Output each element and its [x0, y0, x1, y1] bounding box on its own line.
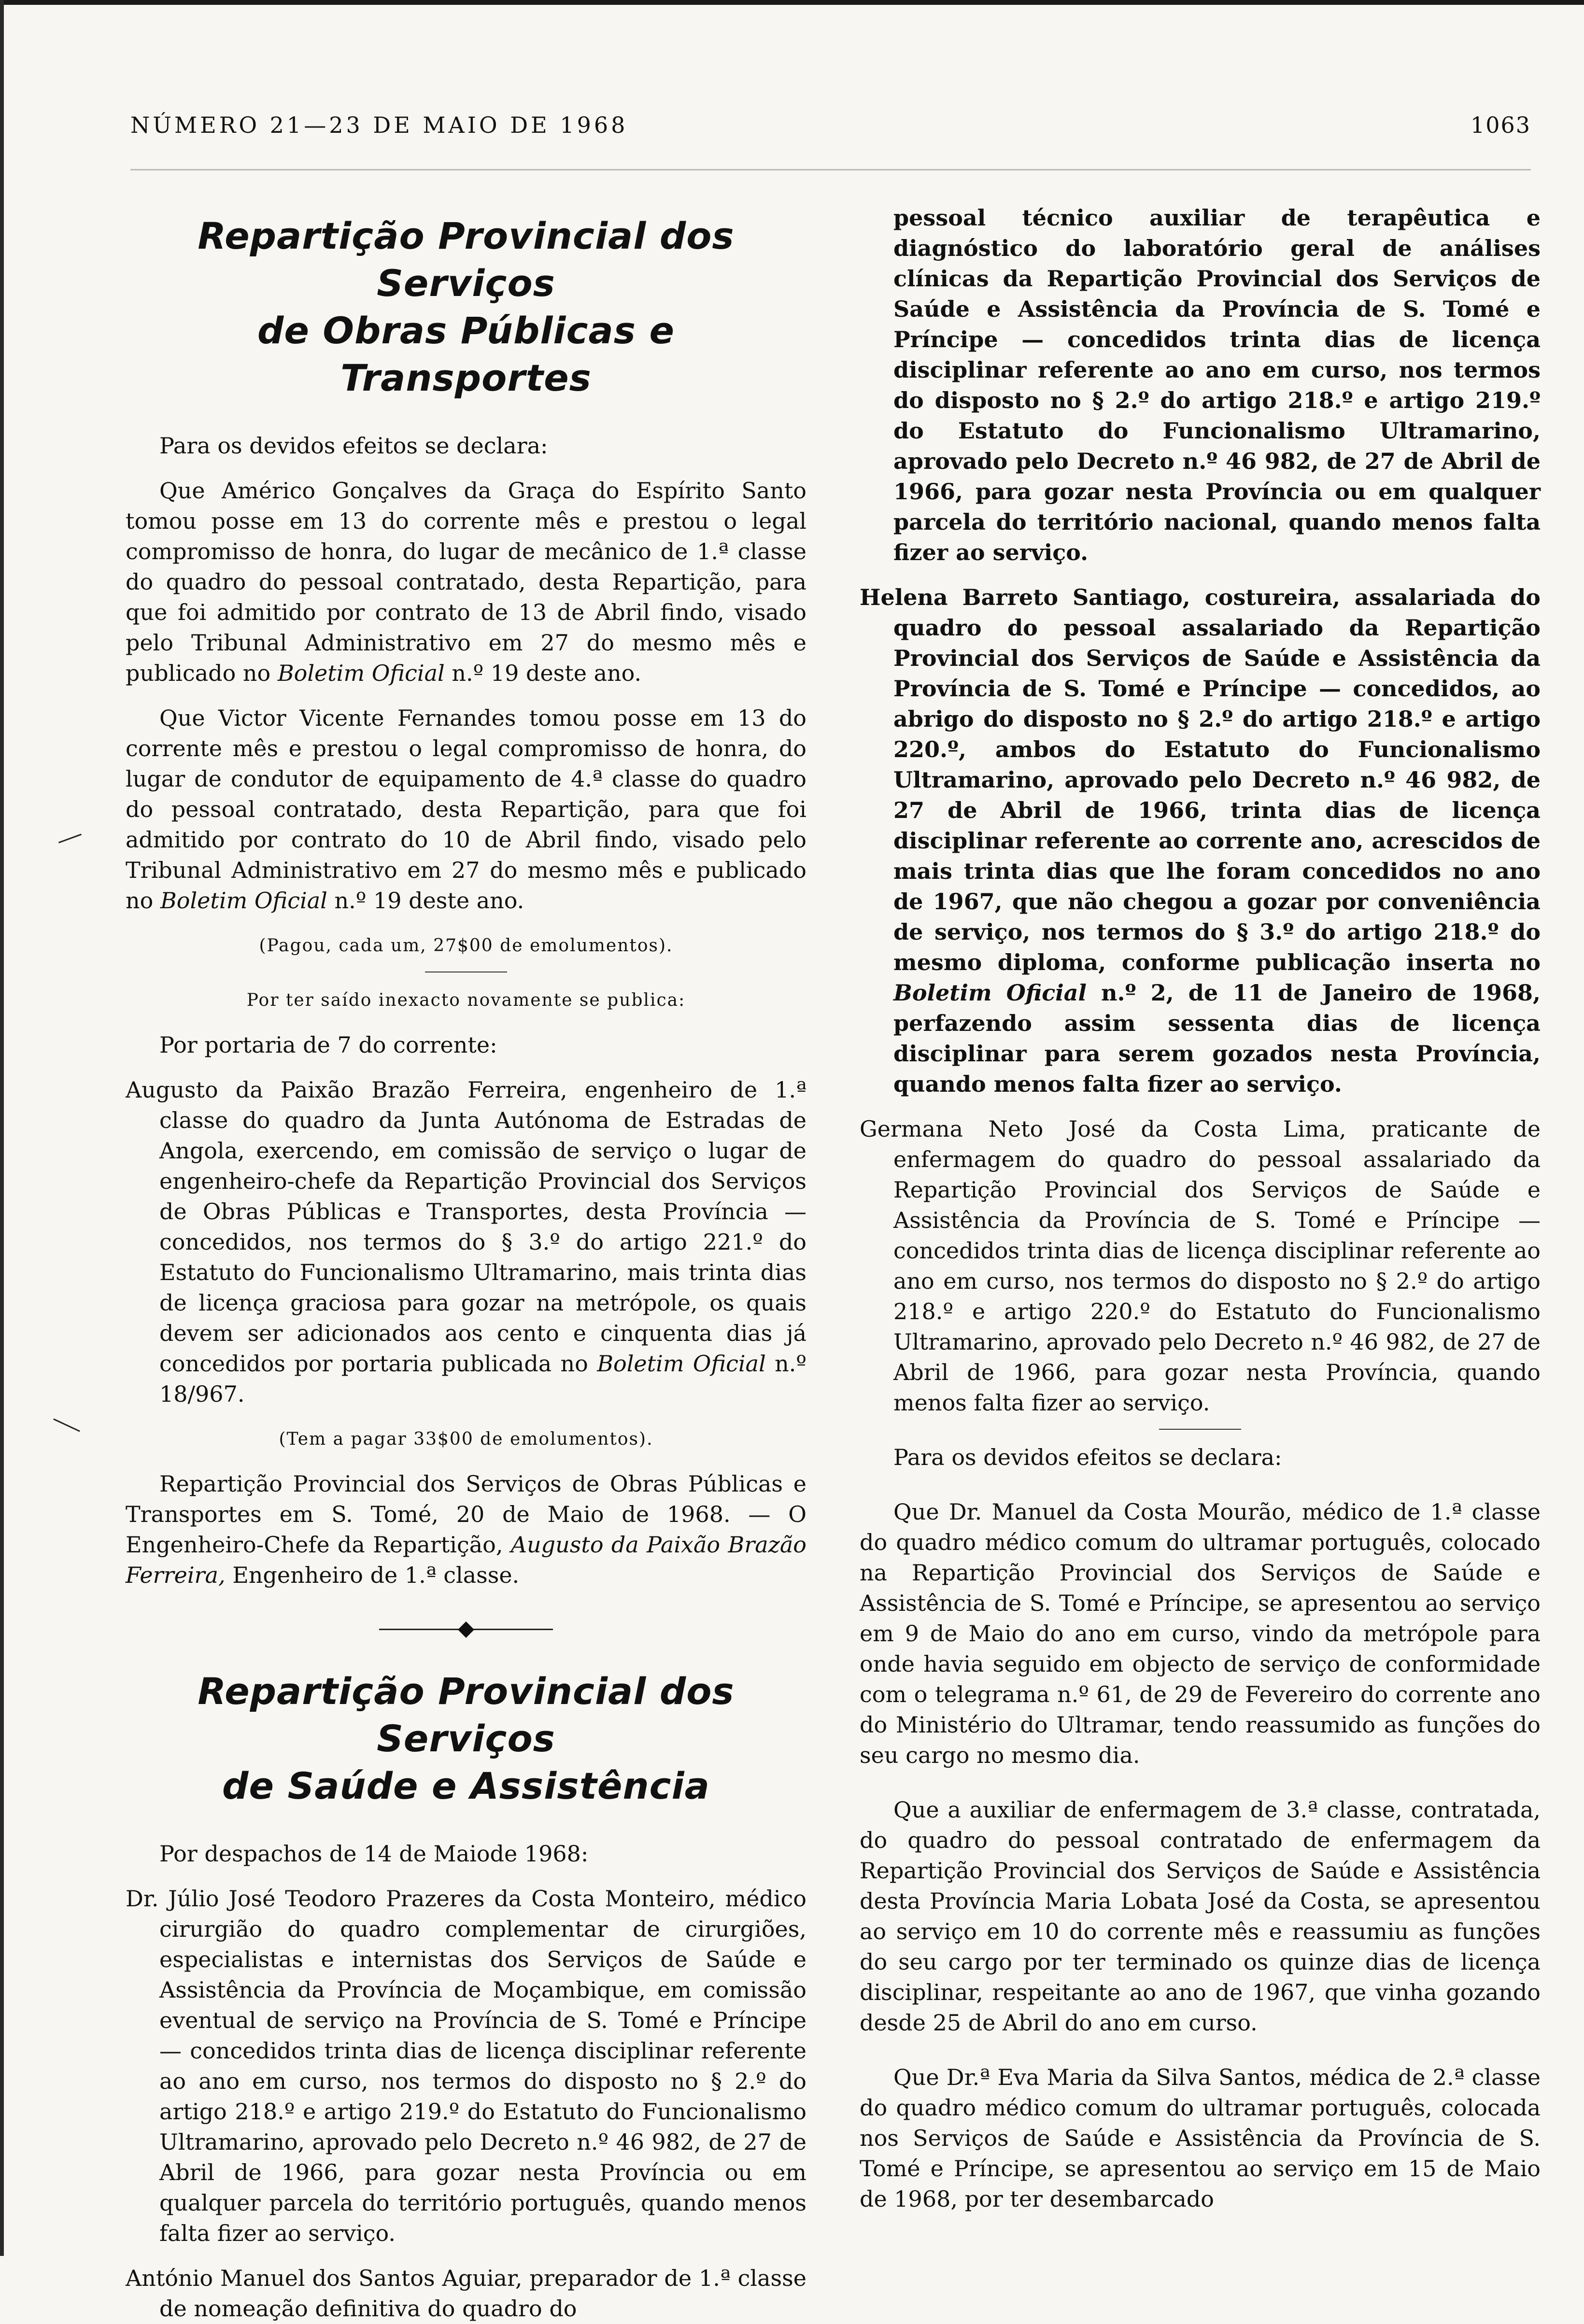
text: Que Victor Vicente Fernandes tomou posse em 13 do corrente mês e prestou o legal compromisso de honra, do lugar de condutor de equipamento de 4.ª classe do quadro do pessoal contratado, desta Repartição, para que foi admitido por contrato do 10 de Abril findo, visado pelo Tribunal Administrativo em 27 do mesmo mês e publicado no [126, 705, 806, 914]
right-column [860, 203, 1541, 2214]
signature-block [126, 1469, 806, 1591]
text: n.º 18/967. [159, 1351, 806, 1407]
declaration-intro: Para os devidos efeitos se declara: [159, 433, 548, 459]
text: Repartição Provincial dos Serviços de Obras Públicas e Transportes em S. Tomé, 20 de Maio de 1968. — O Engenheiro-Chefe da Repartição, [126, 1471, 806, 1558]
text: n.º 19 deste ano. [334, 887, 524, 914]
page-header [130, 112, 1531, 146]
section-title-obras [126, 212, 806, 402]
section-ornament [379, 1620, 553, 1639]
paragraph: António Manuel dos Santos Aguiar, preparador de 1.ª classe de nomeação definitiva do quadro do [126, 2265, 806, 2322]
publication-name: Boletim Oficial [597, 1351, 766, 1377]
text: Engenheiro de 1.ª classe. [232, 1562, 520, 1588]
publication-name: Boletim Oficial [893, 980, 1087, 1006]
issue-date: NÚ᠌MERO 21—23 DE MAIO DE 1968 [130, 112, 628, 138]
paragraph: Germana Neto José da Costa Lima, praticante de enfermagem do quadro do pessoal assalariado da Repartição Provincial dos Serviços de Saúde e Assistência da Província de S. Tomé e Príncipe — concedidos trinta dias de licença disciplinar referente ao ano em curso, nos termos do disposto no § 2.º do artigo 218.º e artigo 220.º do Estatuto do Funcionalismo Ultramarino, aprovado pelo Decreto n.º 46 982, de 27 de Abril de 1966, para gozar nesta Província, quando menos falta fizer ao serviço. [860, 1116, 1541, 1416]
page-edge-top [0, 0, 1584, 5]
margin-mark [58, 834, 82, 844]
section-title-line: Repartição Provincial dos Serviços [198, 214, 735, 305]
paragraph: Dr. Júlio José Teodoro Prazeres da Costa Monteiro, médico cirurgião do quadro complementar de cirurgiões, especialistas e internistas dos Serviços de Saúde e Assistência da Província de Moçambique, em comissão eventual de serviço na Província de S. Tomé e Príncipe — concedidos trinta dias de licença disciplinar referente ao ano em curso, nos termos do disposto no § 2.º do artigo 218.º e artigo 219.º do Estatuto do Funcionalismo Ultramarino, aprovado pelo Decreto n.º 46 982, de 27 de Abril de 1966, para gozar nesta Província ou em qualquer parcela do território português, quando menos falta fizer ao serviço. [126, 1886, 806, 2246]
text: Que Américo Gonçalves da Graça do Espírito Santo tomou posse em 13 do corrente mês e prestou o legal compromisso de honra, do lugar de mecânico de 1.ª classe do quadro do pessoal contratado, desta Repartição, para que foi admitido por contrato de 13 de Abril findo, visado pelo Tribunal Administrativo em 27 do mesmo mês e publicado no [126, 478, 806, 686]
section-title-line: de Saúde e Assistência [222, 1764, 710, 1807]
left-column [126, 203, 806, 2324]
paragraph [126, 476, 806, 689]
publication-name: Boletim Oficial [160, 887, 327, 914]
portaria-intro: Por portaria de 7 do corrente: [159, 1032, 497, 1058]
section-title-line: de Obras Públicas e Transportes [257, 309, 675, 399]
separator [1159, 1429, 1241, 1430]
margin-mark [53, 1418, 80, 1432]
text: n.º 2, de 11 de Janeiro de 1968, perfazendo assim sessenta dias de licença disciplinar para serem gozados nesta Província, quando menos falta fizer ao serviço. [893, 980, 1541, 1097]
section-title-line: Repartição Provincial dos Serviços [198, 1670, 735, 1760]
paragraph [126, 1075, 806, 1409]
text: Helena Barreto Santiago, costureira, assalariada do quadro do pessoal assalariado da Repartição Provincial dos Serviços de Saúde e Assistência da Província de S. Tomé e Príncipe — concedidos, ao abrigo do disposto no § 2.º do artigo 218.º e artigo 220.º, ambos do Estatuto do Funcionalismo Ultramarino, aprovado pelo Decreto n.º 46 982, de 27 de Abril de 1966, trinta dias de licença disciplinar referente ao corrente ano, acrescidos de mais trinta dias que lhe foram concedidos no ano de 1967, que não chegou a gozar por conveniência de serviço, nos termos do § 3.º do artigo 218.º do mesmo diploma, conforme publicação inserta no [860, 584, 1541, 975]
paragraph [860, 582, 1541, 1099]
paragraph: Que Dr.ª Eva Maria da Silva Santos, médica de 2.ª classe do quadro médico comum do ultramar português, colocada nos Serviços de Saúde e Assistência da Província de S. Tomé e Príncipe, se apresentou ao serviço em 15 de Maio de 1968, por ter desembarcado [860, 2064, 1541, 2212]
header-rule [130, 169, 1531, 170]
paragraph [126, 703, 806, 916]
despachos-intro: Por despachos de 14 de Maiode 1968: [159, 1841, 589, 1867]
paragraph: pessoal técnico auxiliar de terapêutica e diagnóstico do laboratório geral de análises clínicas da Repartição Provincial dos Serviços de Saúde e Assistência da Província de S. Tomé e Príncipe — concedidos trinta dias de licença disciplinar referente ao ano em curso, nos termos do disposto no § 2.º do artigo 218.º e artigo 219.º do Estatuto do Funcionalismo Ultramarino, aprovado pelo Decreto n.º 46 982, de 27 de Abril de 1966, para gozar nesta Província ou em qualquer parcela do território nacional, quando menos falta fizer ao serviço. [893, 205, 1541, 565]
text: Augusto da Paixão Brazão Ferreira, engenheiro de 1.ª classe do quadro da Junta Autónoma de Estradas de Angola, exercendo, em comissão de serviço o lugar de engenheiro-chefe da Repartição Provincial dos Serviços de Obras Públicas e Transportes, desta Província — concedidos, nos termos do § 3.º do artigo 221.º do Estatuto do Funcionalismo Ultramarino, mais trinta dias de licença graciosa para gozar na metrópole, os quais devem ser adicionados aos cento e cinquenta dias já concedidos por portaria publicada no [126, 1077, 806, 1377]
publication-name: Boletim Oficial [277, 660, 445, 686]
paragraph: Que a auxiliar de enfermagem de 3.ª classe, contratada, do quadro do pessoal contratado de enfermagem da Repartição Provincial dos Serviços de Saúde e Assistência desta Província Maria Lobata José da Costa, se apresentou ao serviço em 10 do corrente mês e reassumiu as funções do seu cargo por ter terminado os quinze dias de licença disciplinar, respeitante ao ano de 1967, que vinha gozando desde 25 de Abril do ano em curso. [860, 1797, 1541, 2036]
declaration-intro: Para os devidos efeitos se declara: [893, 1444, 1282, 1470]
correction-note: Por ter saído inexacto novamente se publica: [246, 990, 686, 1010]
text: n.º 19 deste ano. [452, 660, 642, 686]
fee-note: (Pagou, cada um, 27$00 de emolumentos). [259, 936, 673, 956]
fee-note: (Tem a pagar 33$00 de emolumentos). [279, 1429, 653, 1449]
signatory-name: Augusto da Paixão Brazão Ferreira, [126, 1532, 806, 1588]
page-edge-left [0, 0, 4, 2256]
paragraph: Que Dr. Manuel da Costa Mourão, médico de 1.ª classe do quadro médico comum do ultramar português, colocado na Repartição Provincial dos Serviços de Saúde e Assistência de S. Tomé e Príncipe, se apresentou ao serviço em 9 de Maio do ano em curso, vindo da metrópole para onde havia seguido em objecto de serviço de conformidade com o telegrama n.º 61, de 29 de Fevereiro do corrente ano do Ministério do Ultramar, tendo reassumido as funções do seu cargo no mesmo dia. [860, 1499, 1541, 1768]
section-title-saude [126, 1668, 806, 1810]
page-number: 1063 [1470, 112, 1531, 138]
